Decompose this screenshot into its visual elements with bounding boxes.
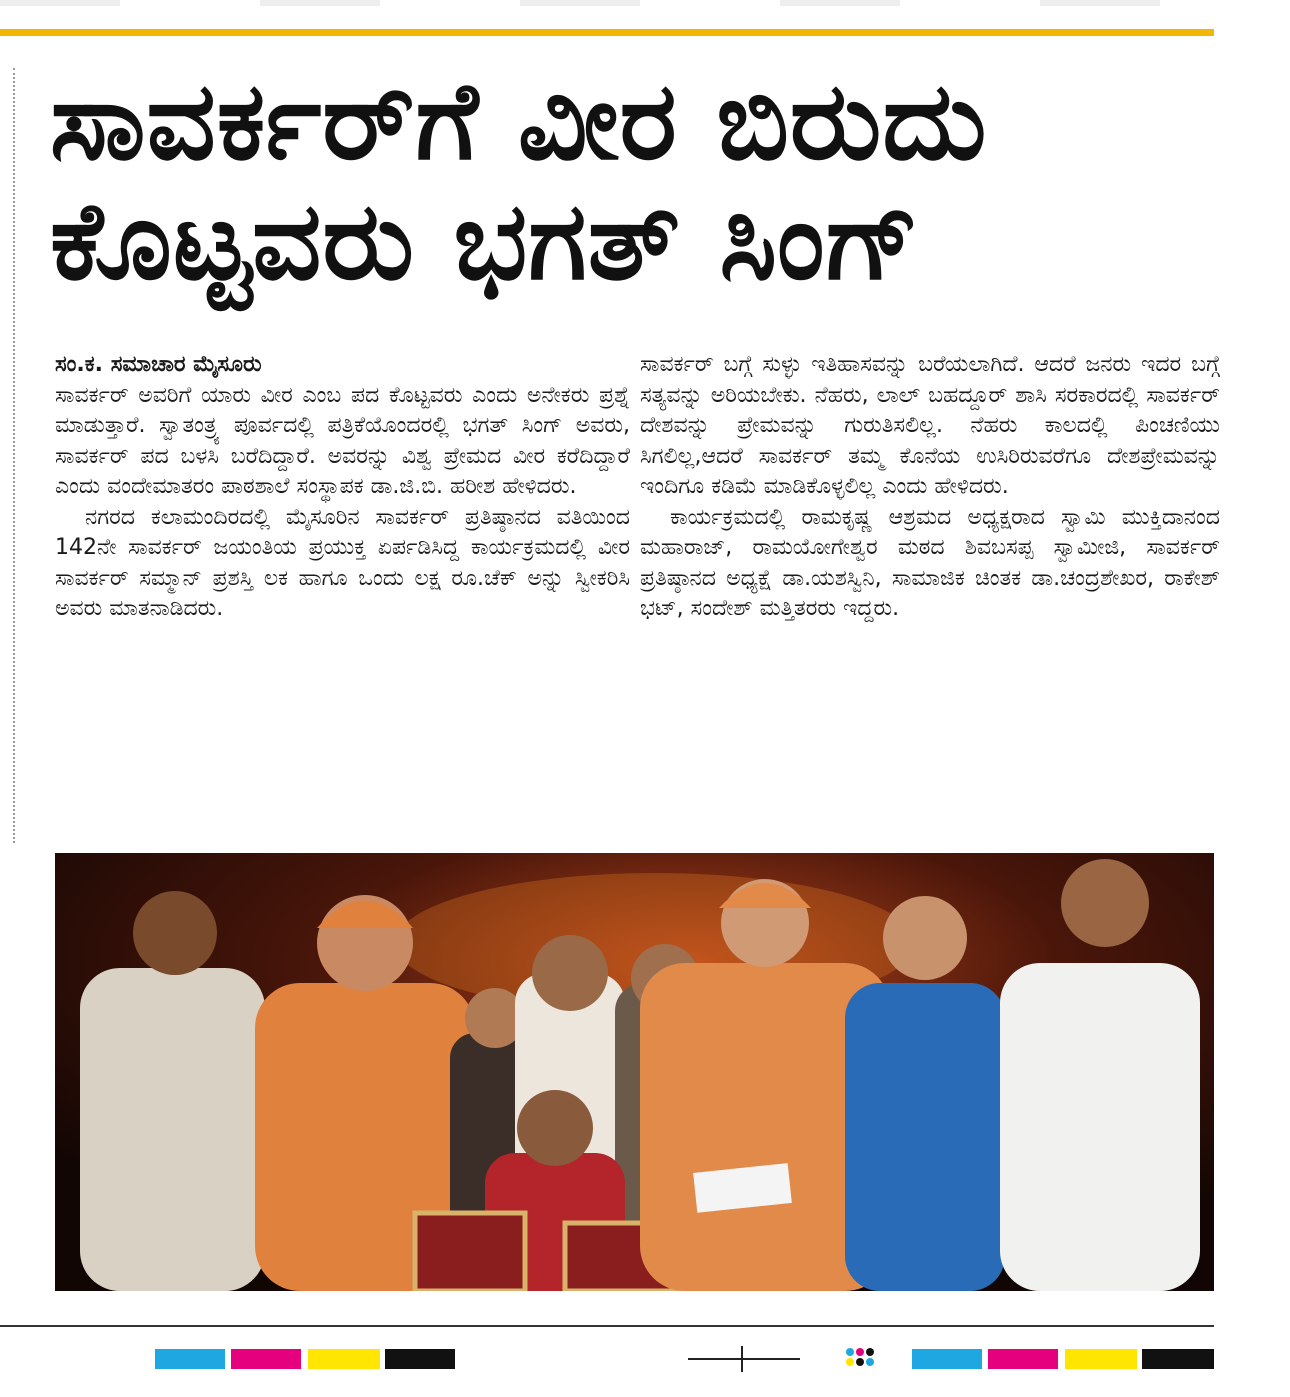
color-dots-mark — [846, 1348, 882, 1372]
section-rule — [0, 29, 1214, 36]
headline-line-1: ಸಾವರ್ಕರ್‌ಗೆ ವೀರ ಬಿರುದು — [50, 59, 988, 184]
paragraph: ಸಾವರ್ಕರ್ ಅವರಿಗೆ ಯಾರು ವೀರ ಎಂಬ ಪದ ಕೊಟ್ಟವರು ಎಂದು ಅನೇಕರು ಪ್ರಶ್ನೆ ಮಾಡುತ್ತಾರೆ. ಸ್ವಾತಂತ್ರ್ಯ ಪೂರ್ವದಲ್ಲಿ ಪತ್ರಿಕೆಯೊಂದರಲ್ಲಿ ಭಗತ್ ಸಿಂಗ್ ಅವರು, ಸಾವರ್ಕರ್ ಪದ ಬಳಸಿ ಬರೆದಿದ್ದಾರೆ. ಅವರನ್ನು ವಿಶ್ವ ಪ್ರೇಮದ ವೀರ ಕರೆದಿದ್ದಾರೆ ಎಂದು ವಂದೇಮಾತರಂ ಪಾಠಶಾಲೆ ಸಂಸ್ಥಾಪಕ ಡಾ.ಜಿ.ಬಿ. ಹರೀಶ ಹೇಳಿದರು. — [55, 382, 630, 499]
event-photo — [55, 853, 1214, 1291]
magenta-color-bar — [988, 1349, 1058, 1369]
article-column-right — [640, 350, 1220, 625]
headline — [50, 59, 1220, 304]
page-bottom-rule — [0, 1325, 1214, 1327]
cyan-color-bar — [155, 1349, 225, 1369]
headline-line-2: ಕೊಟ್ಟವರು ಭಗತ್ ಸಿಂಗ್ — [50, 179, 921, 304]
yellow-color-bar — [308, 1349, 380, 1369]
yellow-color-bar — [1065, 1349, 1137, 1369]
event-photo-illustration — [55, 853, 1214, 1291]
paragraph: ನಗರದ ಕಲಾಮಂದಿರದಲ್ಲಿ ಮೈಸೂರಿನ ಸಾವರ್ಕರ್ ಪ್ರತಿಷ್ಠಾನದ ವತಿಯಿಂದ 142ನೇ ಸಾವರ್ಕರ್ ಜಯಂತಿಯ ಪ್ರಯುಕ್ತ ಏರ್ಪಡಿಸಿದ್ದ ಕಾರ್ಯಕ್ರಮದಲ್ಲಿ ವೀರ ಸಾವರ್ಕರ್ ಸಮ್ಮಾನ್ ಪ್ರಶಸ್ತಿ ಲಕ ಹಾಗೂ ಒಂದು ಲಕ್ಷ ರೂ.ಚೆಕ್ ಅನ್ನು ಸ್ವೀಕರಿಸಿ ಅವರು ಮಾತನಾಡಿದರು. — [55, 504, 630, 621]
cyan-color-bar — [912, 1349, 982, 1369]
black-color-bar — [1142, 1349, 1214, 1369]
magenta-color-bar — [231, 1349, 301, 1369]
registration-mark — [688, 1358, 800, 1360]
paragraph: ಸಾವರ್ಕರ್ ಬಗ್ಗೆ ಸುಳ್ಳು ಇತಿಹಾಸವನ್ನು ಬರೆಯಲಾಗಿದೆ. ಆದರೆ ಜನರು ಇದರ ಬಗ್ಗೆ ಸತ್ಯವನ್ನು ಅರಿಯಬೇಕು. ನೆಹರು, ಲಾಲ್ ಬಹದ್ದೂರ್ ಶಾಸಿ ಸರಕಾರದಲ್ಲಿ ಸಾವರ್ಕರ್ ದೇಶವನ್ನು ಪ್ರೇಮವನ್ನು ಗುರುತಿಸಲಿಲ್ಲ. ನೆಹರು ಕಾಲದಲ್ಲಿ ಪಿಂಚಣಿಯು ಸಿಗಲಿಲ್ಲ,ಆದರೆ ಸಾವರ್ಕರ್ ತಮ್ಮ ಕೊನೆಯ ಉಸಿರಿರುವರೆಗೂ ದೇಶಪ್ರೇಮವನ್ನು ಇಂದಿಗೂ ಕಡಿಮೆ ಮಾಡಿಕೊಳ್ಳಲಿಲ್ಲ ಎಂದು ಹೇಳಿದರು. — [640, 352, 1220, 499]
black-color-bar — [385, 1349, 455, 1369]
article-column-left — [55, 350, 630, 625]
paragraph: ಕಾರ್ಯಕ್ರಮದಲ್ಲಿ ರಾಮಕೃಷ್ಣ ಆಶ್ರಮದ ಅಧ್ಯಕ್ಷರಾದ ಸ್ವಾಮಿ ಮುಕ್ತಿದಾನಂದ ಮಹಾರಾಜ್, ರಾಮಯೋಗೇಶ್ವರ ಮಠದ ಶಿವಬಸಪ್ಪ ಸ್ವಾಮೀಜಿ, ಸಾವರ್ಕರ್ ಪ್ರತಿಷ್ಠಾನದ ಅಧ್ಯಕ್ಷೆ ಡಾ.ಯಶಸ್ವಿನಿ, ಸಾಮಾಜಿಕ ಚಿಂತಕ ಡಾ.ಚಂದ್ರಶೇಖರ, ರಾಕೇಶ್ ಭಟ್, ಸಂದೇಶ್ ಮತ್ತಿತರರು ಇದ್ದರು. — [640, 504, 1220, 621]
top-page-edge — [0, 0, 1214, 6]
dateline: ಸಂ.ಕ. ಸಮಾಚಾರ ಮೈಸೂರು — [55, 352, 262, 377]
registration-mark-vertical — [741, 1346, 743, 1372]
column-divider-dots — [13, 68, 15, 843]
